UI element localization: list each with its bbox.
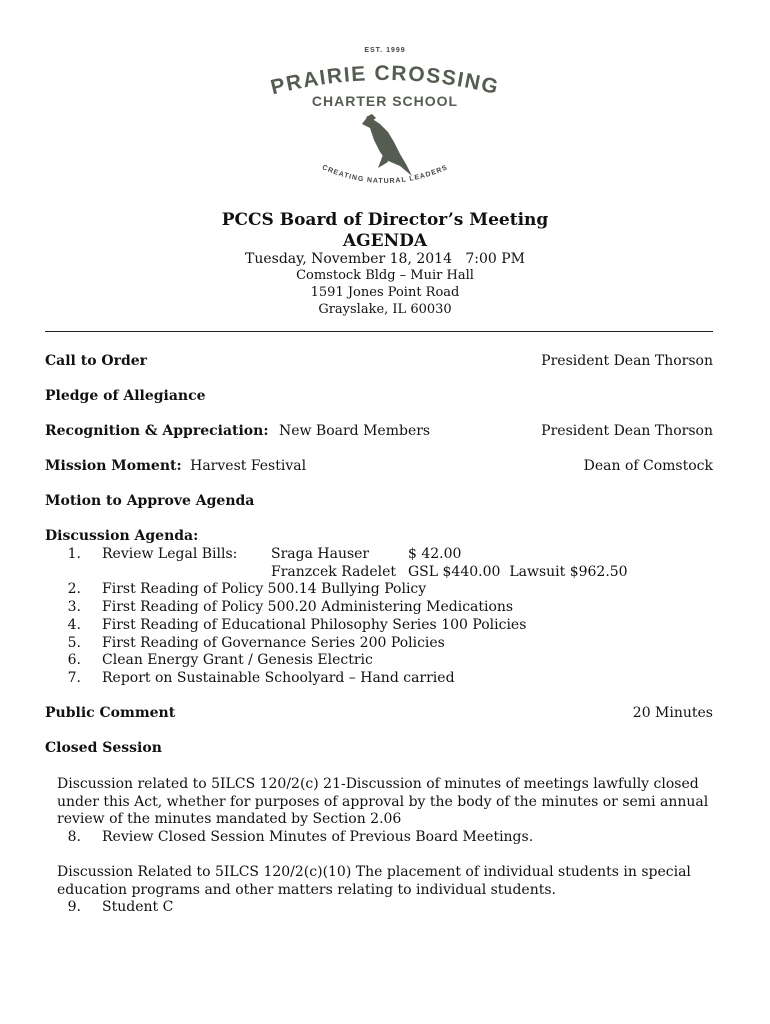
list-item-number: 5. xyxy=(67,635,81,651)
list-item: First Reading of Policy 500.20 Administering Medications xyxy=(102,599,514,615)
list-item: First Reading of Policy 500.14 Bullying Policy xyxy=(102,581,427,597)
hawk-icon xyxy=(362,114,412,176)
public-comment-label: Public Comment xyxy=(45,705,176,721)
logo-tagline: CREATING NATURAL LEADERS xyxy=(320,164,450,186)
agenda-pledge xyxy=(45,388,713,408)
logo-name-line1: PRAIRIE CROSSING xyxy=(268,61,502,100)
logo-est-text: EST. 1999 xyxy=(364,47,406,54)
list-item: First Reading of Educational Philosophy Series 100 Policies xyxy=(102,617,527,633)
call-to-order-label: Call to Order xyxy=(45,353,148,369)
mission-lead: Dean of Comstock xyxy=(583,458,713,474)
mission-label: Mission Moment: xyxy=(45,458,182,474)
address-line-2: Grayslake, IL 60030 xyxy=(318,302,452,317)
bill-amount: GSL $440.00 Lawsuit $962.50 xyxy=(408,564,628,580)
agenda-call-to-order xyxy=(45,353,713,373)
agenda-mission-moment xyxy=(45,458,713,478)
list-item-number: 3. xyxy=(67,599,81,615)
list-item: Review Closed Session Minutes of Previous Board Meetings. xyxy=(102,829,534,845)
list-item-number: 7. xyxy=(67,670,81,686)
public-comment-duration: 20 Minutes xyxy=(632,705,713,721)
agenda-heading: AGENDA xyxy=(342,231,428,251)
list-item: Clean Energy Grant / Genesis Electric xyxy=(102,652,373,668)
agenda-discussion xyxy=(45,528,713,548)
bill-firm: Franzcek Radelet xyxy=(271,564,397,580)
list-item-number: 1. xyxy=(67,546,81,562)
agenda-closed-session xyxy=(45,740,713,760)
list-item: First Reading of Governance Series 200 Policies xyxy=(102,635,445,651)
meeting-datetime: Tuesday, November 18, 2014 7:00 PM xyxy=(245,251,525,267)
discussion-label: Discussion Agenda: xyxy=(45,528,199,544)
list-item: Report on Sustainable Schoolyard – Hand carried xyxy=(102,670,455,686)
closed-session-paragraph-1: Discussion related to 5ILCS 120/2(c) 21-Discussion of minutes of meetings lawfully closed under this Act, whether for purposes of approval by the body of the minutes or semi annual review of the minutes mandated by Section 2.06 xyxy=(57,776,709,827)
list-item: Review Legal Bills: xyxy=(102,546,238,562)
list-item-number: 9. xyxy=(67,899,81,915)
list-item-number: 8. xyxy=(67,829,81,845)
svg-text:CREATING NATURAL LEADERS xyxy=(321,164,449,185)
prairie-crossing-logo xyxy=(250,40,520,200)
pledge-label: Pledge of Allegiance xyxy=(45,388,206,404)
recognition-lead: President Dean Thorson xyxy=(541,423,713,439)
bill-firm: Sraga Hauser xyxy=(271,546,370,562)
agenda-recognition xyxy=(45,423,713,443)
list-item-number: 2. xyxy=(67,581,81,597)
bill-amount: $ 42.00 xyxy=(408,546,462,562)
address-line-1: 1591 Jones Point Road xyxy=(310,285,460,300)
meeting-location: Comstock Bldg – Muir Hall xyxy=(296,268,474,283)
agenda-motion xyxy=(45,493,713,513)
mission-detail: Harvest Festival xyxy=(190,458,307,474)
list-item-number: 4. xyxy=(67,617,81,633)
logo-name-line2: CHARTER SCHOOL xyxy=(311,93,459,109)
call-to-order-lead: President Dean Thorson xyxy=(541,353,713,369)
closed-session-label: Closed Session xyxy=(45,740,162,756)
recognition-detail: New Board Members xyxy=(278,423,431,439)
agenda-public-comment xyxy=(45,705,713,725)
school-logo xyxy=(250,40,520,200)
meeting-title: PCCS Board of Director’s Meeting xyxy=(221,210,549,230)
recognition-label: Recognition & Appreciation: xyxy=(45,423,269,439)
motion-label: Motion to Approve Agenda xyxy=(45,493,255,509)
header-divider xyxy=(45,331,713,332)
list-item: Student C xyxy=(102,899,174,915)
list-item-number: 6. xyxy=(67,652,81,668)
closed-session-paragraph-2: Discussion Related to 5ILCS 120/2(c)(10) The placement of individual students in special education programs and other matters relating to individual students. xyxy=(57,864,691,898)
